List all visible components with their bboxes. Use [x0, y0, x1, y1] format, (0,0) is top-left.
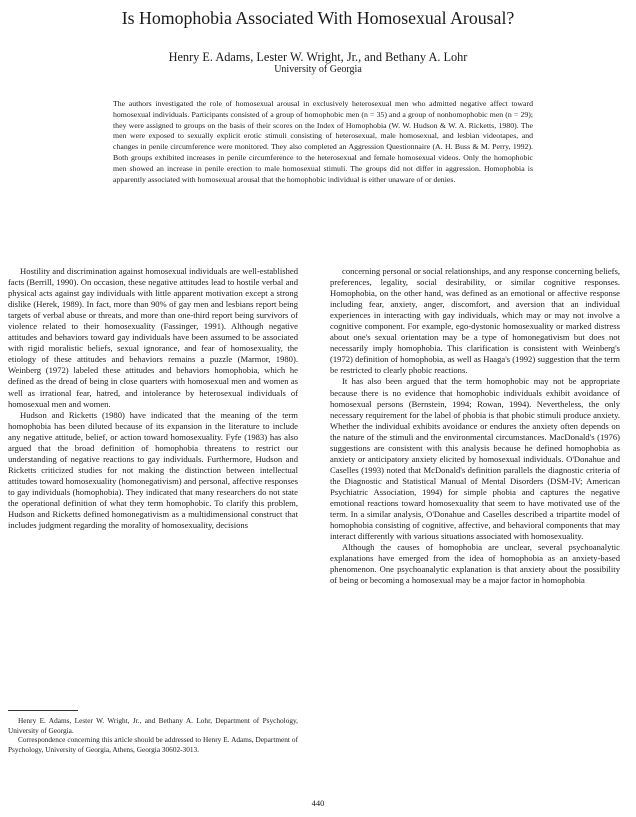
abstract: The authors investigated the role of homosexual arousal in exclusively heterosexual men who admitted negative affect toward homosexual individuals. Participants consisted of a group of homophobic men (n = 35) and a group of nonhomophobic men (n = 29); they were assigned to groups on the basis of their scores on the Index of Homophobia (W. W. Hudson & W. A. Ricketts, 1980). The men were exposed to sexually explicit erotic stimuli consisting of heterosexual, male homosexual, and lesbian videotapes, and changes in penile circumference were monitored. They also completed an Aggression Questionnaire (A. H. Buss & M. Perry, 1992). Both groups exhibited increases in penile circumference to the heterosexual and female homosexual videos. Only the homophobic men showed an increase in penile erection to male homosexual stimuli. The groups did not differ in aggression. Homophobia is apparently associated with homosexual arousal that the homophobic individual is either unaware of or denies. [113, 99, 533, 184]
author-list: Henry E. Adams, Lester W. Wright, Jr., and Bethany A. Lohr [168, 50, 468, 64]
page-number: 440 [311, 798, 325, 808]
correspondence-note: Correspondence concerning this article should be addressed to Henry E. Adams, Department of Psychology, University of Georgia, Athens, Georgia 30602-3013. [8, 735, 298, 754]
body-paragraph: Although the causes of homophobia are unclear, several psychoanalytic explanations have emerged from the idea of homophobia as an anxiety-based phenomenon. One psychoanalytic explanation is that anxiety about the possibility of being or becoming a homosexual may be a major factor in homophobia [330, 542, 620, 586]
author-note: Henry E. Adams, Lester W. Wright, Jr., and Bethany A. Lohr, Department of Psychology, University of Georgia. [8, 716, 298, 735]
body-paragraph: Hudson and Ricketts (1980) have indicated that the meaning of the term homophobia has been diluted because of its expansion in the literature to include any negative attitude, belief, or action toward homosexuality. Fyfe (1983) has also argued that the broad definition of homophobia threatens to restrict our understanding of negative reactions to gay individuals. Furthermore, Hudson and Ricketts criticized studies for not making the distinction between intellectual attitudes toward homosexuality (homonegativism) and personal, affective responses to gay individuals (homophobia). They indicated that many researchers do not state the operational definition of what they term homophobic. To clarify this problem, Hudson and Ricketts defined homonegativism as a multidimensional construct that includes judgment regarding the morality of homosexuality, decisions [8, 409, 298, 531]
body-column-left [8, 266, 298, 531]
article-title: Is Homophobia Associated With Homosexual Arousal? [121, 8, 515, 28]
footnote-divider [8, 710, 78, 711]
affiliation: University of Georgia [274, 64, 362, 75]
body-paragraph: concerning personal or social relationships, and any response concerning beliefs, preferences, legality, social desirability, or similar cognitive responses. Homophobia, on the other hand, was defined as an emotional or affective response including fear, anxiety, anger, discomfort, and aversion that an individual experiences in interacting with gay individuals, which may or may not involve a cognitive component. For example, ego-dystonic homosexuality or marked distress about one's sexual orientation may be a type of homonegativism but does not necessarily imply homophobia. This clarification is consistent with Weinberg's (1972) definition of homophobia, as well as Haaga's (1992) suggestion that the term be restricted to clearly phobic reactions. [330, 266, 620, 376]
body-paragraph: It has also been argued that the term homophobic may not be appropriate because there is no evidence that homophobic individuals exhibit avoidance of homosexual persons (Bernstein, 1994; Rowan, 1994). Nevertheless, the only necessary requirement for the label of phobia is that phobic stimuli produce anxiety. Whether the individual exhibits avoidance or endures the anxiety often depends on the nature of the stimuli and the environmental circumstances. MacDonald's (1976) suggestions are consistent with this analysis because he defined homophobia as anxiety or anticipatory anxiety elicited by homosexual individuals. O'Donahue and Caselles (1993) noted that McDonald's definition parallels the diagnostic criteria of the Diagnostic and Statistical Manual of Mental Disorders (DSM-IV; American Psychiatric Association, 1994) for simple phobia and captures the negative emotional reactions toward homosexuality that seem to have motivated use of the term. In a similar analysis, O'Donahue and Caselles described a tripartite model of homophobia consisting of cognitive, affective, and behavioral components that may interact differently with various situations associated with homosexuality. [330, 376, 620, 542]
body-paragraph: Hostility and discrimination against homosexual individuals are well-established facts (Berrill, 1990). On occasion, these negative attitudes lead to hostile verbal and physical acts against gay individuals with little apparent motivation except a strong dislike (Herek, 1989). In fact, more than 90% of gay men and lesbians report being targets of verbal abuse or threats, and more than one-third report being survivors of violence related to their homosexuality (Fassinger, 1991). Although negative attitudes and behaviors toward gay individuals have been assumed to be associated with rigid moralistic beliefs, sexual ignorance, and fear of homosexuality, the etiology of these attitudes and behaviors remains a puzzle (Marmor, 1980). Weinberg (1972) labeled these attitudes and behaviors homophobia, which he defined as the dread of being in close quarters with homosexual men and women as well as irrational fear, hatred, and intolerance by heterosexual individuals of homosexual men and women. [8, 266, 298, 409]
footnotes [8, 716, 298, 754]
body-column-right [330, 266, 620, 776]
